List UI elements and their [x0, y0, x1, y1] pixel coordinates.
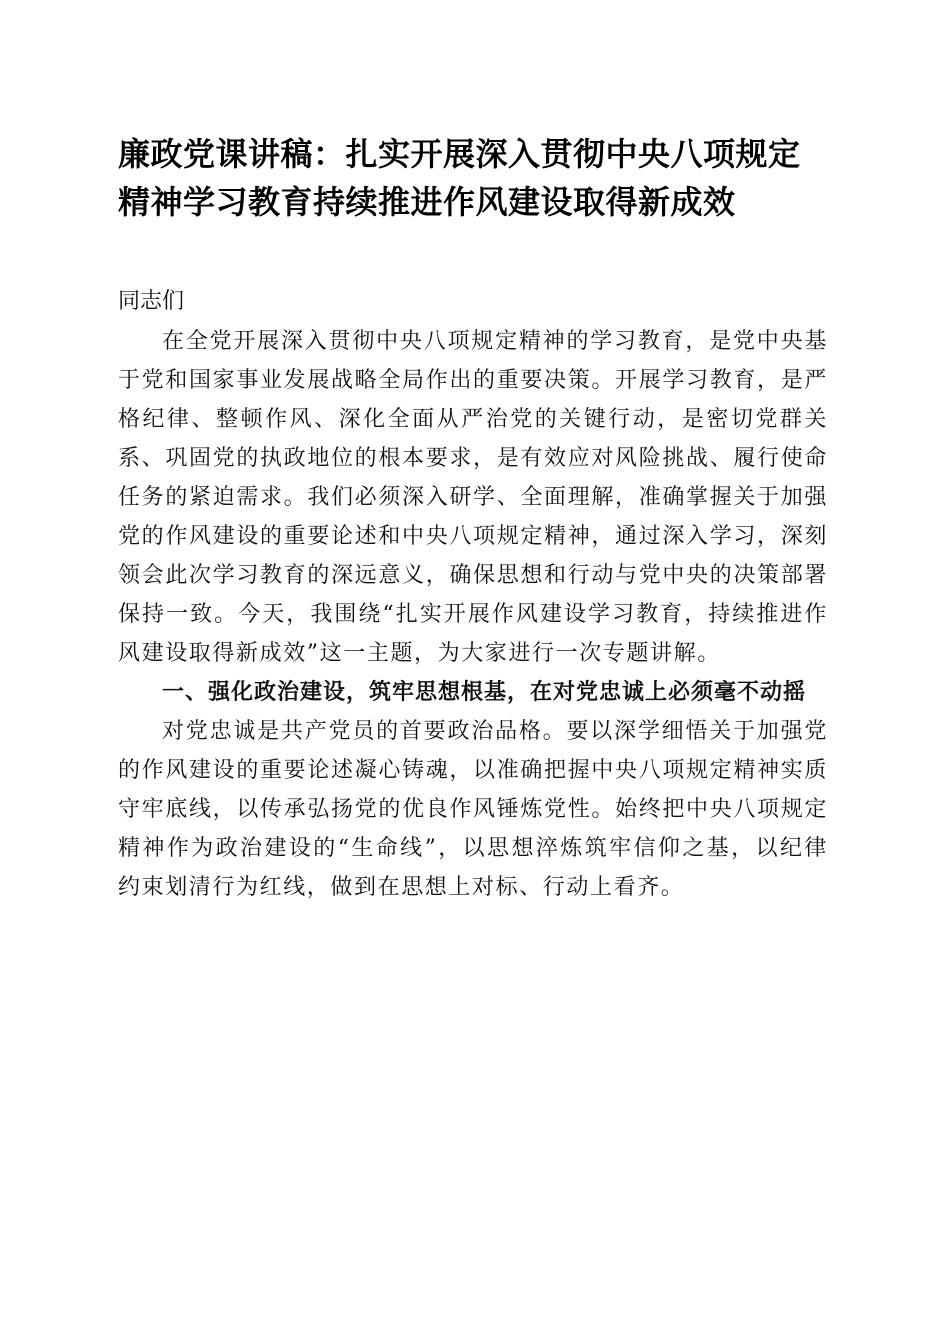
intro-paragraph: 在全党开展深入贯彻中央八项规定精神的学习教育，是党中央基于党和国家事业发展战略全局作出的重要决策。开展学习教育，是严格纪律、整顿作风、深化全面从严治党的关键行动，是密切党群关系、巩固党的执政地位的根本要求，是有效应对风险挑战、履行使命任务的紧迫需求。我们必须深入研学、全面理解，准确掌握关于加强党的作风建设的重要论述和中央八项规定精神，通过深入学习，深刻领会此次学习教育的深远意义，确保思想和行动与党中央的决策部署保持一致。今天，我围绕“扎实开展作风建设学习教育，持续推进作风建设取得新成效”这一主题，为大家进行一次专题讲解。 — [118, 329, 828, 666]
document-page — [118, 130, 828, 907]
document-title: 廉政党课讲稿：扎实开展深入贯彻中央八项规定精神学习教育持续推进作风建设取得新成效 — [118, 135, 801, 221]
salutation: 同志们 — [118, 289, 185, 314]
section-paragraph-1: 对党忠诚是共产党员的首要政治品格。要以深学细悟关于加强党的作风建设的重要论述凝心铸魂，以准确把握中央八项规定精神实质守牢底线，以传承弘扬党的优良作风锤炼党性。始终把中央八项规定精神作为政治建设的“生命线”，以思想淬炼筑牢信仰之基，以纪律约束划清行为红线，做到在思想上对标、行动上看齐。 — [118, 719, 828, 900]
section-heading-1: 一、强化政治建设，筑牢思想根基，在对党忠诚上必须毫不动摇 — [162, 680, 807, 705]
